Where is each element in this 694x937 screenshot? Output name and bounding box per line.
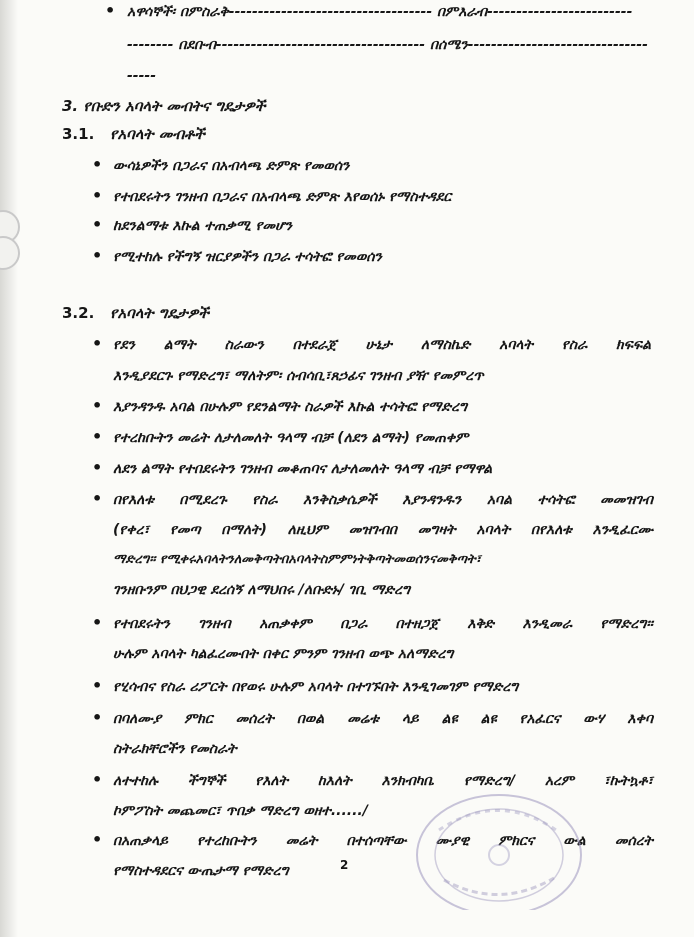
rights-item-1: ውሳኔዎችን በጋራና በአብላጫ ድምጽ የመወሰን	[113, 158, 350, 174]
bullet-marker: •	[92, 396, 103, 415]
duties-item-1-line-2: እንዲያደርጉ የማድረግ፣ ማለትም፡ ሰብሳቢ፣ጸኃፊና ገንዘብ ያዥ የመምረጥ	[113, 368, 484, 384]
page-number: 2	[340, 858, 349, 872]
duties-item-7: የሂሳብና የስራ ሪፖርት በየወሩ ሁሉም አባላት በተገኙበት እንዲገመገም የማድረግ	[113, 679, 519, 695]
bullet-marker: •	[92, 334, 103, 353]
duties-item-5-line-1: በየእለቱ በሚደረጉ የስራ እንቅስቃሴዎች እያንዳንዱን አባል ተሳትፎ መመዝገብ	[113, 492, 653, 508]
bullet-marker: •	[92, 215, 103, 234]
bullet-marker: •	[92, 458, 103, 477]
section-3-heading: 3. የቡድን አባላት መብትና ግዴታዎች	[62, 97, 266, 115]
duties-item-4: ለደን ልማት የተበደሩትን ገንዘብ መቆጠባና ለታለመለት ዓላማ ብቻ የማዋል	[113, 461, 493, 477]
bullet-marker: •	[92, 186, 103, 205]
bullet-marker: •	[92, 427, 103, 446]
duties-item-3: የተረከቡትን መሬት ለታለመለት ዓላማ ብቻ (ለደን ልማት) የመጠቀም	[113, 430, 469, 446]
rights-item-4: የሚተከሉ የችግኝ ዝርያዎችን በጋራ ተሳትፎ የመወሰን	[113, 249, 382, 265]
bullet-marker: •	[105, 1, 116, 20]
scan-edge-shadow	[0, 0, 18, 937]
bullet-marker: •	[92, 246, 103, 265]
bullet-marker: •	[92, 830, 103, 849]
duties-item-9-line-2: ኮምፖስት መጨመር፣ ጥበቃ ማድረግ ወዘተ....../	[113, 803, 368, 819]
duties-item-6-line-2: ሁሉም አባላት ካልፈረሙበት በቀር ምንም ገንዘብ ወጭ አለማድረግ	[113, 646, 454, 662]
rights-item-3: ከደንልማቱ እኩል ተጠቃሚ የመሆን	[113, 218, 292, 234]
subsection-3-1-number: 3.1.	[62, 125, 95, 143]
duties-item-6-line-1: የተበደሩትን ገንዘብ አጠቃቀም በጋራ በተዘጋጀ እቅድ እንዲመራ የማድረግ፡፡	[113, 616, 653, 632]
rights-item-2: የተበደሩትን ገንዘብ በጋራና በአብላጫ ድምጽ እየወሰኑ የማስተዳደር	[113, 189, 452, 205]
duties-item-5-line-4: ገንዘቡንም በህጋዊ ደረሰኝ ለማህበሩ /ለቡድኑ/ ገቢ ማድረግ	[113, 582, 411, 598]
bullet-marker: •	[92, 708, 103, 727]
duties-item-10-line-1: በአጠቃላይ የተረከቡትን መሬት በተሰጣቸው ሙያዊ ምክርና ውል መሰረት	[113, 833, 653, 849]
duties-item-5-line-2: (የቀረ፣ የመጣ በማለት) ለዚህም መዝገብበ መግዛት አባላት በየእለቱ እንዲፈርሙ	[113, 522, 653, 538]
bullet-marker: •	[92, 155, 103, 174]
bullet-marker: •	[92, 770, 103, 789]
duties-item-5-line-3: ማድረግ፡፡ የሚቀሩአባላትንለመቅጣትበአባላትስምምነትቅጣትመወሰንናመቅጣት፣	[113, 552, 481, 567]
duties-item-8-line-1: በባለሙያ ምክር መሰረት በወል መሬቱ ላይ ልዩ ልዩ የአፈርና ውሃ እቀባ	[113, 711, 653, 727]
subsection-3-1-title: የአባላት መብቶች	[110, 125, 205, 143]
duties-item-2: እያንዳንዱ አባል በሁሉም የደንልማት ስራዎች እኩል ተሳትፎ የማድረግ	[113, 399, 468, 415]
subsection-3-2-number: 3.2.	[62, 304, 95, 322]
boundaries-line-3: -----	[127, 68, 157, 84]
bullet-marker: •	[92, 613, 103, 632]
duties-item-10-line-2: የማስተዳደርና ውጤታማ የማድረግ	[113, 863, 289, 879]
official-stamp	[404, 770, 584, 910]
boundaries-line-2: -------- በደቡብ------------------------------------ በሰሜን-------------------------------	[127, 37, 648, 53]
duties-item-1-line-1: የደን ልማት ስራውን በተደራጀ ሁኔታ ለማስኬድ አባላት የስራ ክፍፍል	[113, 337, 651, 353]
boundaries-line-1: አዋሳኞች፡ በምስራቅ----------------------------------- በምእራብ-------------------------	[127, 4, 633, 20]
duties-item-8-line-2: ስትራክቸሮችን የመስራት	[113, 741, 237, 757]
duties-item-9-line-1: ለተተከሉ ችግኞች የእለት ከእለት እንክብካቤ የማድረግ/ አረም ፣ኩትኳቶ፣	[113, 773, 653, 789]
bullet-marker: •	[92, 489, 103, 508]
bullet-marker: •	[92, 676, 103, 695]
subsection-3-2-title: የአባላት ግዴታዎች	[110, 304, 209, 322]
